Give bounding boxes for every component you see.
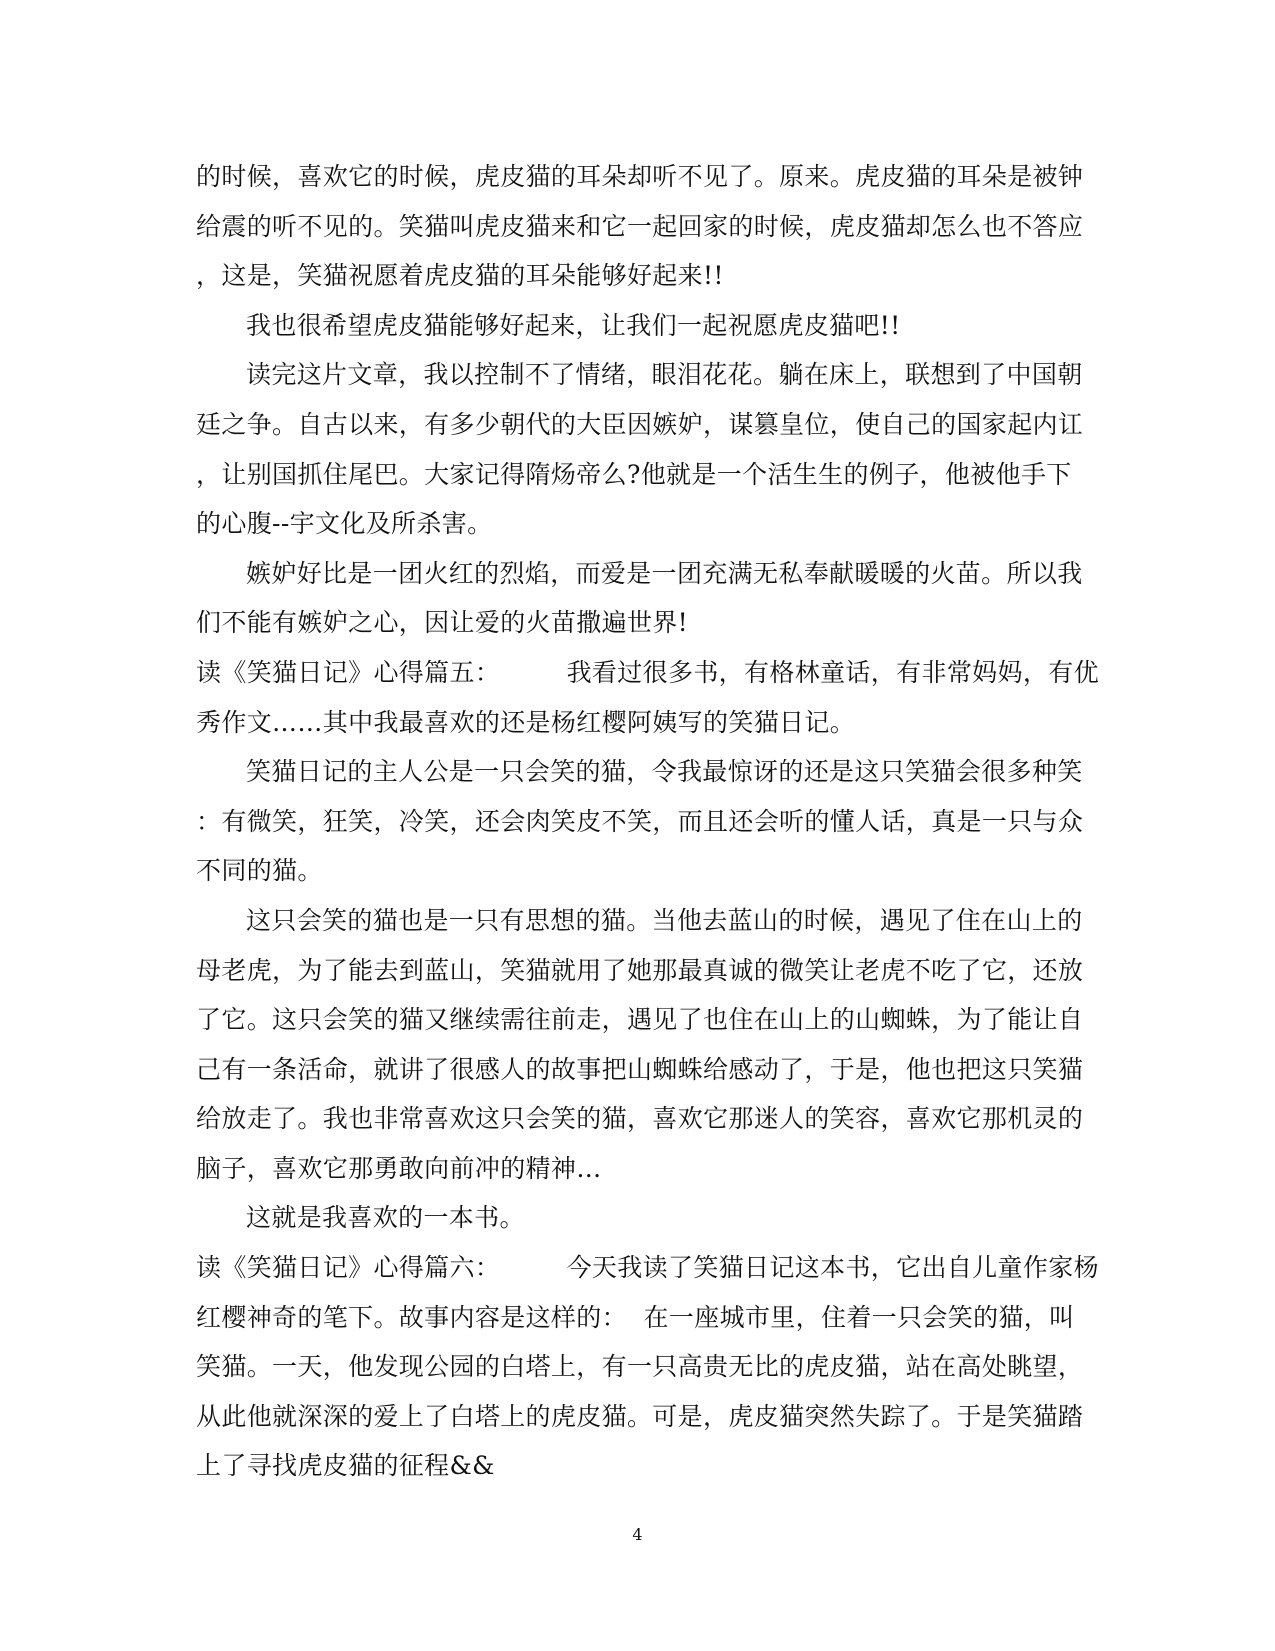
text-line: 母老虎，为了能去到蓝山，笑猫就用了她那最真诚的微笑让老虎不吃了它，还放 bbox=[196, 955, 1084, 985]
text-line: ：有微笑，狂笑，冷笑，还会肉笑皮不笑，而且还会听的懂人话，真是一只与众 bbox=[196, 806, 1084, 836]
text-line: 这只会笑的猫也是一只有思想的猫。当他去蓝山的时候，遇见了住在山上的 bbox=[246, 905, 1083, 935]
text-line: 的心腹--宇文化及所杀害。 bbox=[196, 509, 493, 539]
text-line: 我也很希望虎皮猫能够好起来，让我们一起祝愿虎皮猫吧!! bbox=[246, 310, 901, 340]
text-line: 廷之争。自古以来，有多少朝代的大臣因嫉妒，谋篡皇位，使自己的国家起内讧 bbox=[196, 409, 1084, 439]
section-heading-line: 读《笑猫日记》心得篇五： 我看过很多书，有格林童话，有非常妈妈，有优 bbox=[196, 657, 1099, 687]
body-text bbox=[196, 152, 1099, 1491]
text-line: ，这是，笑猫祝愿着虎皮猫的耳朵能够好起来!! bbox=[196, 261, 724, 291]
text-line: 己有一条活命，就讲了很感人的故事把山蜘蛛给感动了，于是，他也把这只笑猫 bbox=[196, 1054, 1084, 1084]
text-line: 给放走了。我也非常喜欢这只会笑的猫，喜欢它那迷人的笑容，喜欢它那机灵的 bbox=[196, 1104, 1084, 1134]
text-line: 读完这片文章，我以控制不了情绪，眼泪花花。躺在床上，联想到了中国朝 bbox=[246, 360, 1083, 390]
text-line: 秀作文……其中我最喜欢的还是杨红樱阿姨写的笑猫日记。 bbox=[196, 707, 856, 737]
text-line: 们不能有嫉妒之心，因让爱的火苗撒遍世界! bbox=[196, 608, 689, 638]
text-line: 这就是我喜欢的一本书。 bbox=[246, 1203, 525, 1233]
text-line: 了它。这只会笑的猫又继续需往前走，遇见了也住在山上的山蜘蛛，为了能让自 bbox=[196, 1005, 1084, 1035]
text-line: 的时候，喜欢它的时候，虎皮猫的耳朵却听不见了。原来。虎皮猫的耳朵是被钟 bbox=[196, 162, 1084, 191]
text-line: 不同的猫。 bbox=[196, 856, 323, 886]
text-line: 从此他就深深的爱上了白塔上的虎皮猫。可是，虎皮猫突然失踪了。于是笑猫踏 bbox=[196, 1401, 1084, 1431]
text-line: 给震的听不见的。笑猫叫虎皮猫来和它一起回家的时候，虎皮猫却怎么也不答应 bbox=[196, 211, 1084, 241]
page-number: 4 bbox=[632, 1525, 643, 1544]
text-line: 上了寻找虎皮猫的征程&& bbox=[196, 1451, 495, 1481]
section-heading-line: 读《笑猫日记》心得篇六： 今天我读了笑猫日记这本书，它出自儿童作家杨 bbox=[196, 1253, 1099, 1283]
text-line: 嫉妒好比是一团火红的烈焰，而爱是一团充满无私奉献暖暖的火苗。所以我 bbox=[246, 558, 1083, 588]
text-line: 笑猫日记的主人公是一只会笑的猫，令我最惊讶的还是这只笑猫会很多种笑 bbox=[246, 757, 1083, 787]
text-line: ，让别国抓住尾巴。大家记得隋炀帝么?他就是一个活生生的例子，他被他手下 bbox=[196, 459, 1072, 489]
text-line: 红樱神奇的笔下。故事内容是这样的： 在一座城市里，住着一只会笑的猫，叫 bbox=[196, 1302, 1075, 1332]
text-line: 脑子，喜欢它那勇敢向前冲的精神… bbox=[196, 1153, 602, 1183]
text-line: 笑猫。一天，他发现公园的白塔上，有一只高贵无比的虎皮猫，站在高处眺望， bbox=[196, 1352, 1084, 1382]
